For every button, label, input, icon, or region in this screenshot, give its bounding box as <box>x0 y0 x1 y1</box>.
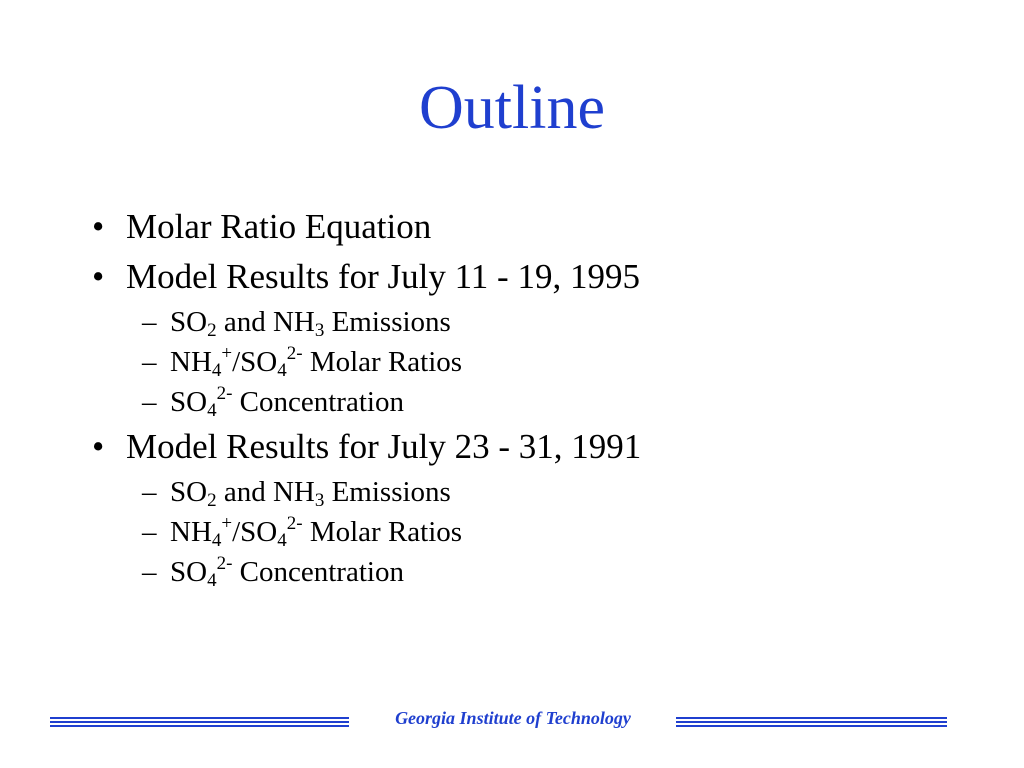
sub-item-concentration <box>92 382 972 422</box>
list-item <box>92 202 972 252</box>
footer-rule-right <box>676 717 947 727</box>
footer-rule-left <box>50 717 349 727</box>
sub-item-molar-ratios <box>92 512 972 552</box>
bullet-icon: • <box>92 257 105 296</box>
sub-item-emissions <box>92 302 972 342</box>
bullet-icon: • <box>92 427 105 466</box>
slide-title: Outline <box>419 74 605 142</box>
sub-item-text: $SO_2$ and $NH_3$ Emissions <box>170 306 451 341</box>
list-item <box>92 422 972 472</box>
sub-item-text: $NH_4^+/SO_4^{2-}$ Molar Ratios <box>170 513 463 551</box>
sub-item-molar-ratios <box>92 342 972 382</box>
list-item-text: Model Results for July 23 - 31, 1991 <box>126 427 642 466</box>
outline-list <box>92 202 972 592</box>
list-item-text: Model Results for July 11 - 19, 1995 <box>126 257 640 296</box>
bullet-icon: • <box>92 207 105 246</box>
sub-item-concentration <box>92 552 972 592</box>
dash-icon: – <box>142 386 157 418</box>
footer-institution: Georgia Institute of Technology <box>395 708 631 728</box>
dash-icon: – <box>142 556 157 588</box>
sub-item-text: $SO_4^{2-}$ Concentration <box>170 553 404 591</box>
dash-icon: – <box>142 346 157 378</box>
dash-icon: – <box>142 306 157 338</box>
sub-item-text: $NH_4^+/SO_4^{2-}$ Molar Ratios <box>170 343 463 381</box>
list-item <box>92 252 972 302</box>
sub-item-emissions <box>92 472 972 512</box>
sub-item-text: $SO_4^{2-}$ Concentration <box>170 383 404 421</box>
dash-icon: – <box>142 476 157 508</box>
dash-icon: – <box>142 516 157 548</box>
sub-item-text: $SO_2$ and $NH_3$ Emissions <box>170 476 451 511</box>
list-item-text: Molar Ratio Equation <box>126 207 432 246</box>
